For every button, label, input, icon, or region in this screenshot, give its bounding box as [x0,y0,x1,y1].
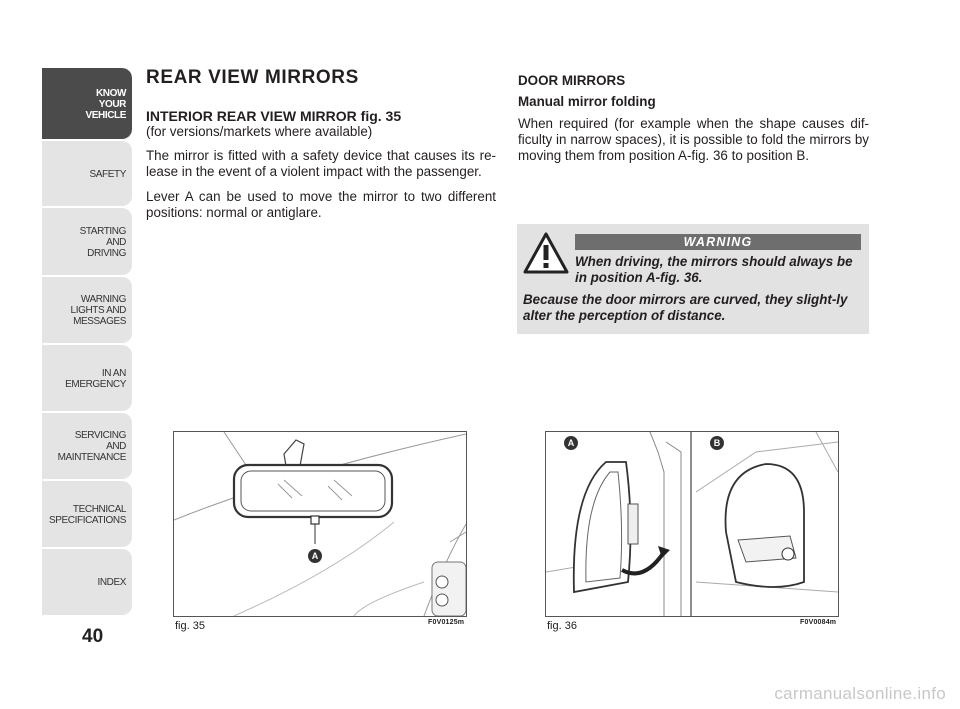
figure-caption: fig. 36 [547,620,577,632]
figure-interior-mirror [173,431,467,617]
tab-label: TECHNICAL [72,503,126,515]
marker-a-label: A [567,438,575,448]
tab-label: SAFETY [89,168,126,180]
tab-index[interactable] [42,549,132,616]
section-title: DOOR MIRRORS [518,73,626,88]
subsection-note: (for versions/markets where available) [146,124,373,139]
tab-label: MAINTENANCE [57,452,126,463]
footer-watermark: carmanualsonline.info [774,684,946,703]
tab-label: KNOW [95,87,126,99]
tab-label: YOUR [98,98,126,110]
interior-mirror-illustration [174,432,466,616]
warning-triangle-icon [523,232,569,274]
page-number: 40 [82,626,104,647]
warning-box [517,224,869,334]
door-mirror-illustration [546,432,838,616]
paragraph: Lever A can be used to move the mirror to two different positions: normal or antiglare. [146,189,496,220]
tab-label: IN AN [101,367,126,379]
warning-text: Because the door mirrors are curved, they slight-ly alter the perception of distance. [523,292,848,323]
paragraph: The mirror is fitted with a safety device that causes its re-lease in the event of a violent impact with the passenger. [146,148,496,179]
tab-label: STARTING [79,225,126,237]
tab-safety[interactable] [42,141,132,207]
tab-label: WARNING [80,294,126,305]
warning-label: WARNING [575,234,861,250]
tab-label: LIGHTS AND [70,305,126,316]
figure-door-mirror [545,431,839,617]
tab-know-your-vehicle[interactable] [42,68,132,140]
paragraph: When required (for example when the shape causes dif-ficulty in narrow spaces), it is possible to fold the mirrors by moving them from position A-fig. 36 to position B. [518,116,869,163]
marker-a-label: A [311,551,319,561]
figure-caption: fig. 35 [175,620,205,632]
tab-servicing-and-maintenance[interactable] [42,413,132,480]
tab-label: EMERGENCY [65,378,126,390]
figure-code: F0V0084m [800,619,837,626]
tab-label: INDEX [97,577,126,588]
tab-label: VEHICLE [85,109,126,121]
tab-label: AND [106,236,126,248]
subsection-title: INTERIOR REAR VIEW MIRROR fig. 35 [146,108,402,124]
tab-label: MESSAGES [73,316,126,327]
figure-code: F0V0125m [428,619,465,626]
marker-b-label: B [713,438,721,448]
tab-in-an-emergency[interactable] [42,345,132,412]
tab-starting-and-driving[interactable] [42,208,132,276]
tab-technical-specifications[interactable] [42,481,132,548]
tab-label: SERVICING [74,430,126,441]
left-column [146,67,496,230]
subsection-title: Manual mirror folding [518,94,656,109]
tab-label: AND [106,441,126,452]
warning-text: When driving, the mirrors should always be in position A-fig. 36. [575,254,853,285]
right-column [518,73,869,173]
tab-label: SPECIFICATIONS [48,514,126,526]
section-title: REAR VIEW MIRRORS [146,67,359,88]
tab-label: DRIVING [87,247,126,259]
tab-warning-lights-and-messages[interactable] [42,277,132,344]
